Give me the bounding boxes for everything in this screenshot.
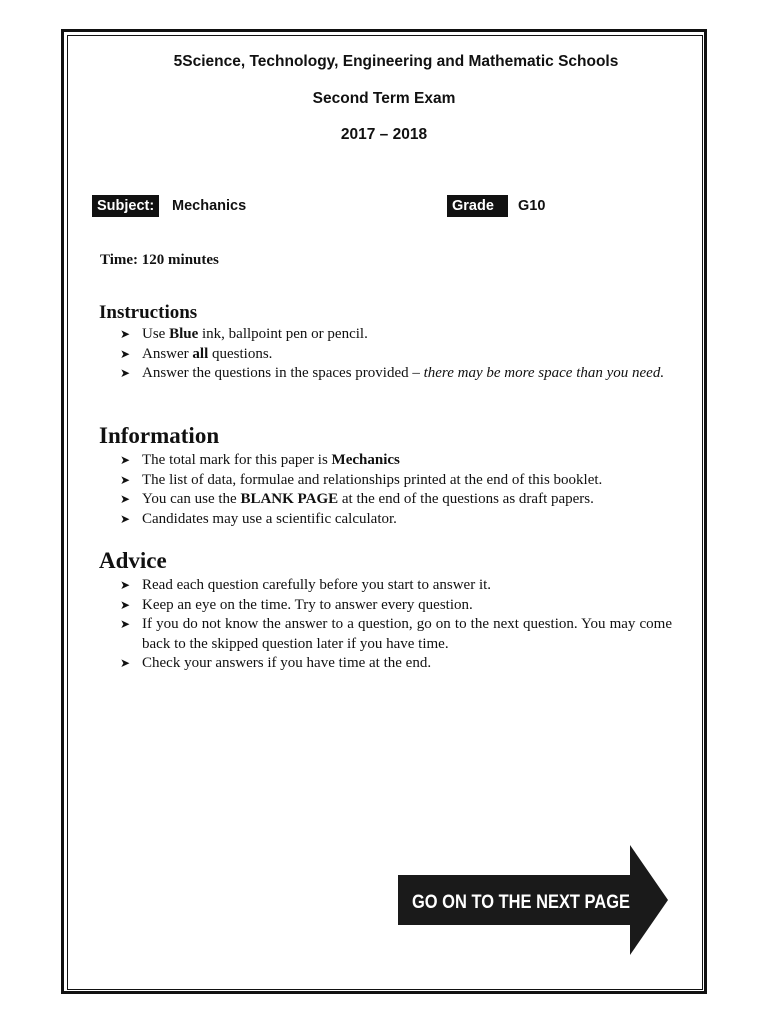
instructions-list xyxy=(120,325,672,384)
arrowhead-bullet-icon: ➤ xyxy=(120,656,131,671)
list-item: ➤ Read each question carefully before you start to answer it. xyxy=(120,576,672,596)
advice-list xyxy=(120,576,672,674)
grade-label: Grade xyxy=(447,195,508,217)
list-item: ➤ Check your answers if you have time at the end. xyxy=(120,654,672,674)
subject-value: Mechanics xyxy=(172,198,247,214)
list-item: ➤ Answer the questions in the spaces provided – there may be more space than you need. xyxy=(120,364,672,384)
next-page-arrow xyxy=(398,845,668,955)
list-item: ➤ The list of data, formulae and relationships printed at the end of this booklet. xyxy=(120,471,672,491)
list-item: ➤ Answer all questions. xyxy=(120,345,672,365)
grade-value: G10 xyxy=(518,198,546,214)
instructions-heading: Instructions xyxy=(99,302,198,323)
school-name: 5Science, Technology, Engineering and Mathematic Schools xyxy=(173,53,619,70)
list-item: ➤ Candidates may use a scientific calculator. xyxy=(120,510,672,530)
subject-label: Subject: xyxy=(92,195,159,217)
list-item: ➤ If you do not know the answer to a question, go on to the next question. You may come back to the skipped question later if you have time. xyxy=(120,616,672,652)
arrowhead-bullet-icon: ➤ xyxy=(120,453,131,467)
arrowhead-bullet-icon: ➤ xyxy=(120,492,131,507)
arrowhead-bullet-icon: ➤ xyxy=(120,597,131,612)
list-item: ➤ The total mark for this paper is Mechanics xyxy=(120,451,672,471)
arrowhead-bullet-icon: ➤ xyxy=(120,511,131,526)
arrowhead-bullet-icon: ➤ xyxy=(120,472,131,487)
arrowhead-bullet-icon: ➤ xyxy=(120,617,131,632)
exam-title: Second Term Exam xyxy=(312,90,456,107)
advice-heading: Advice xyxy=(99,548,167,573)
arrowhead-bullet-icon: ➤ xyxy=(120,366,131,381)
information-list xyxy=(120,451,672,529)
information-heading: Information xyxy=(99,423,220,448)
exam-year: 2017 – 2018 xyxy=(340,126,428,143)
list-item: ➤ Keep an eye on the time. Try to answer every question. xyxy=(120,596,672,616)
arrowhead-bullet-icon: ➤ xyxy=(120,346,131,361)
arrowhead-bullet-icon: ➤ xyxy=(120,578,131,592)
exam-duration: Time: 120 minutes xyxy=(100,252,219,268)
list-item: ➤ Use Blue ink, ballpoint pen or pencil. xyxy=(120,325,672,345)
next-page-label: GO ON TO THE NEXT PAGE xyxy=(412,892,630,913)
arrowhead-bullet-icon: ➤ xyxy=(120,327,131,341)
list-item: ➤ You can use the BLANK PAGE at the end of the questions as draft papers. xyxy=(120,490,672,510)
